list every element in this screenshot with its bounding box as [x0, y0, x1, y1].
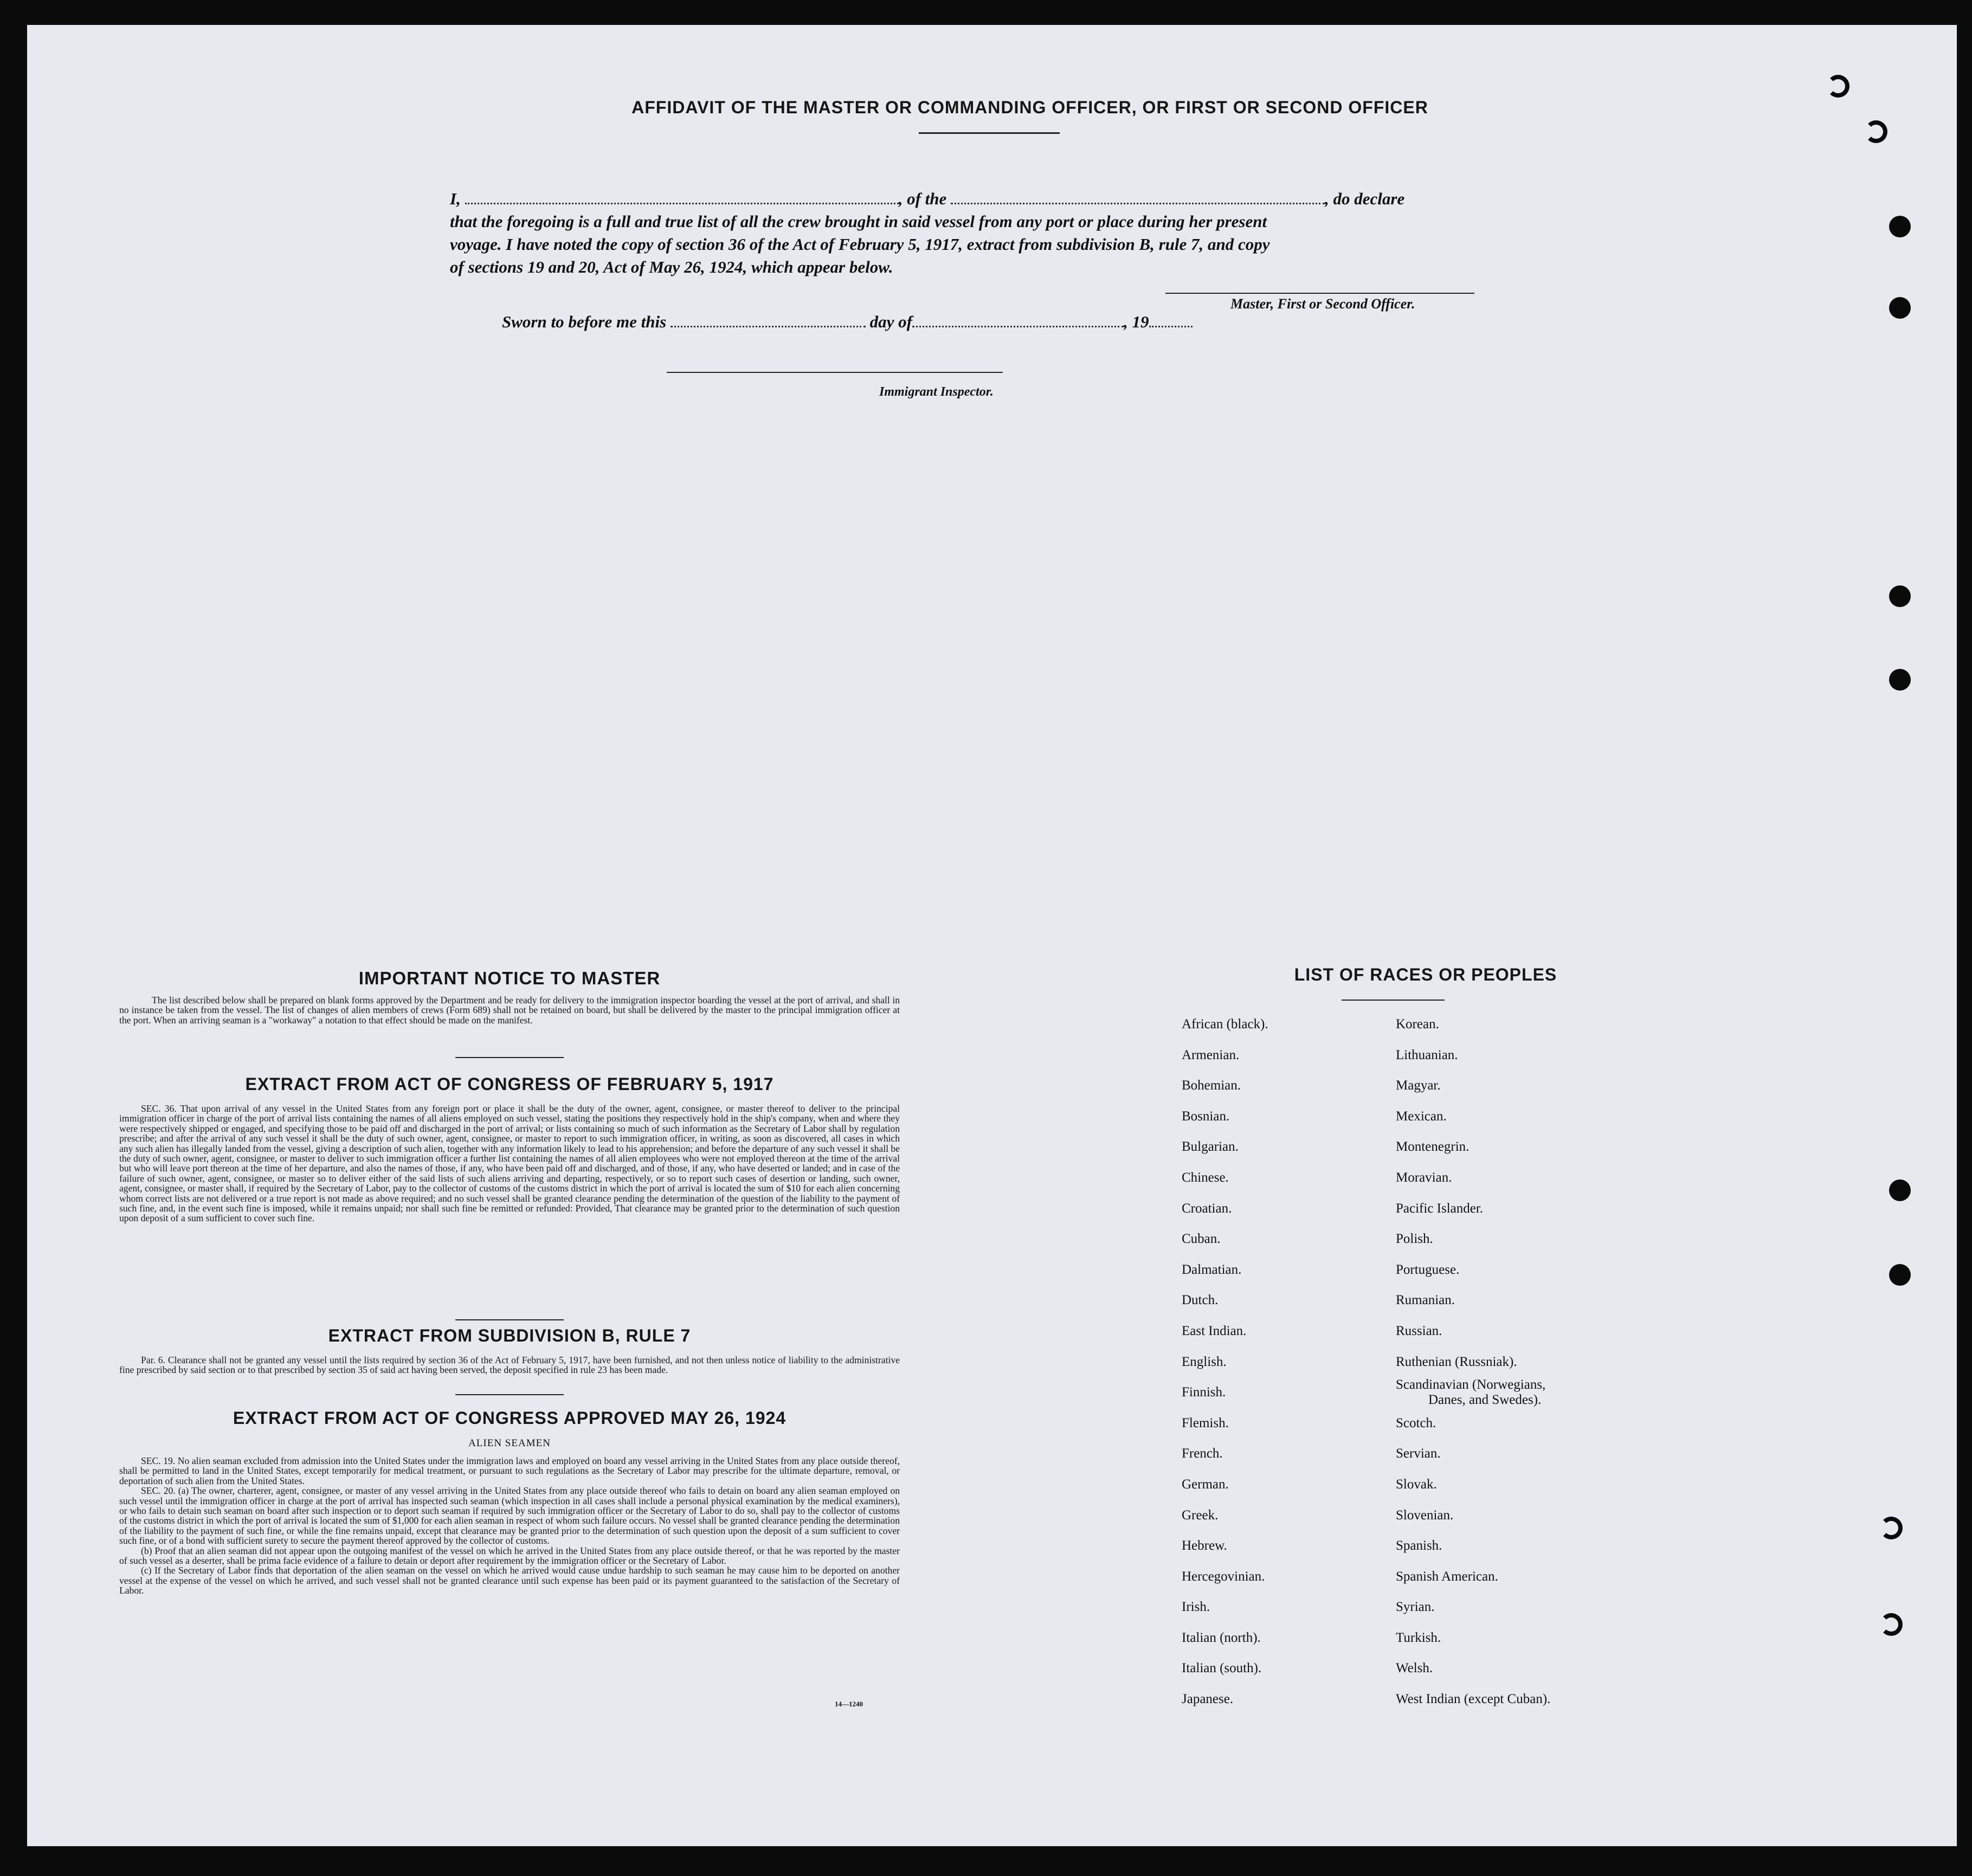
race-item: East Indian.: [1182, 1323, 1247, 1338]
race-item: Welsh.: [1396, 1661, 1433, 1676]
affidavit-body: [450, 188, 1539, 279]
race-item: Armenian.: [1182, 1047, 1240, 1062]
race-item: Spanish.: [1396, 1538, 1442, 1553]
race-item: Lithuanian.: [1396, 1047, 1458, 1062]
name-blank[interactable]: [465, 203, 899, 204]
vessel-blank[interactable]: [951, 203, 1325, 204]
extract-1917-text: SEC. 36. That upon arrival of any vessel in the United States from any foreign port or place it shall be the duty of the owner, agent, consignee, or master thereof to deliver to the principal immigration officer in charge of the port of arrival lists containing the names of all aliens employed on such vessel, stating the positions they respectively hold in the ship's company, when and where they were respectively shipped or engaged, and specifying those to be paid off and discharged in the port of arrival; or lists containing so much of such information as the Secretary of Labor shall by regulation prescribe; and after the arrival of any such vessel it shall be the duty of such owner, agent, consignee, or master to report to such immigration officer, in writing, as soon as discovered, all cases in which any such alien has illegally landed from the vessel, giving a description of such alien, together with any information likely to lead to his apprehension; and before the departure of any such vessel it shall be the duty of such owner, agent, consignee, or master to deliver to such immigration officer a further list containing the names of all alien employees who were not employed thereon at the time of the arrival but who will leave port thereon at the time of her departure, and also the names of those, if any, who have been paid off and discharged, and of those, if any, who have deserted or landed; and in case of the failure of such owner, agent, consignee, or master so to deliver either of the said lists of such aliens arriving and departing, respectively, or so to report such cases of desertion or landing, such owner, agent, consignee, or master shall, if required by the Secretary of Labor, pay to the collector of customs of the customs district in which the port of arrival is located the sum of $10 for each alien concerning whom correct lists are not delivered or a true report is not made as above required; and no such vessel shall be granted clearance pending the determination of the question of the liability to the payment of such fine, and, in the event such fine is imposed, while it remains unpaid; nor shall such fine be remitted or refunded: Provided, That clearance may be granted prior to the determination of such question upon deposit of a sum sufficient to cover such fine.: [119, 1103, 900, 1224]
sworn-month-blank[interactable]: [912, 326, 1124, 327]
notice-text: The list described below shall be prepared on blank forms approved by the Department and be ready for delivery to the immigration inspector boarding the vessel at the port of arrival, and shall in no instance be taken from the vessel. The list of changes of alien members of crews (Form 689) shall not be retained on board, but shall be delivered by the master to the principal immigration officer at the port. When an arriving seaman is a "workaway" a notation to that effect should be made on the manifest.: [119, 995, 900, 1026]
sworn-year-blank[interactable]: [1149, 326, 1193, 327]
race-item: Russian.: [1396, 1323, 1442, 1338]
race-item: Mexican.: [1396, 1108, 1447, 1124]
document-page: [27, 25, 1957, 1846]
race-item: Polish.: [1396, 1232, 1433, 1247]
race-item: Italian (south).: [1182, 1661, 1262, 1676]
notice-title: IMPORTANT NOTICE TO MASTER: [358, 968, 661, 988]
race-item: English.: [1182, 1354, 1227, 1369]
race-item: Turkish.: [1396, 1630, 1441, 1645]
master-signature-line: [1165, 293, 1474, 294]
race-item: Italian (north).: [1182, 1630, 1261, 1645]
punch-hole: [1880, 1613, 1903, 1636]
notice-rule: [455, 1057, 564, 1058]
affidavit-title-rule: [919, 132, 1060, 134]
extract-1924-title: EXTRACT FROM ACT OF CONGRESS APPROVED MAY 26, 1924: [233, 1408, 787, 1428]
race-item: Croatian.: [1182, 1201, 1232, 1216]
affidavit-line-3: voyage. I have noted the copy of section 36 of the Act of February 5, 1917, extract from subdivision B, rule 7, and copy: [450, 235, 1270, 254]
extract-1917-rule: [455, 1319, 564, 1320]
race-item: African (black).: [1182, 1017, 1268, 1032]
rule7-text: Par. 6. Clearance shall not be granted any vessel until the lists required by section 36 of the Act of February 5, 1917, have been furnished, and not then unless notice of liability to the administrative fine prescribed by said section or to that prescribed by section 35 of said act having been served, the deposit specified in rule 23 has been made.: [119, 1355, 900, 1376]
race-item: Moravian.: [1396, 1170, 1452, 1185]
affidavit-line-2: that the foregoing is a full and true list of all the crew brought in said vessel from any port or place during her present: [450, 212, 1267, 231]
race-item: French.: [1182, 1446, 1223, 1461]
race-item-label: Scandinavian (Norwegians,: [1396, 1377, 1546, 1393]
affidavit-title: AFFIDAVIT OF THE MASTER OR COMMANDING OFFICER, OR FIRST OR SECOND OFFICER: [631, 98, 1428, 117]
race-item: Cuban.: [1182, 1232, 1221, 1247]
affidavit-line-1: I, , of the , do declare: [450, 189, 1405, 208]
races-title-rule: [1342, 1000, 1445, 1001]
sworn-date-blank[interactable]: [671, 326, 866, 327]
race-item: Dutch.: [1182, 1293, 1219, 1308]
punch-hole: [1865, 120, 1887, 143]
race-item: Montenegrin.: [1396, 1139, 1470, 1155]
race-item: Slovak.: [1396, 1477, 1437, 1492]
races-title: LIST OF RACES OR PEOPLES: [1294, 965, 1557, 984]
inspector-signature-label: Immigrant Inspector.: [879, 385, 994, 399]
punch-hole: [1889, 585, 1911, 607]
race-item: Dalmatian.: [1182, 1262, 1242, 1277]
race-item: Bosnian.: [1182, 1108, 1230, 1124]
extract-1924-text: SEC. 19. No alien seaman excluded from admission into the United States under the immigration laws and employed on board any vessel arriving in the United States from any place outside thereof, shall be permitted to land in the United States, except temporarily for medical treatment, or pursuant to such regulations as the Secretary of Labor may prescribe for the ultimate departure, removal, or deportation of such alien from the United States. SEC. 20. (a) The owner, charterer, agent, consignee, or master of any vessel arriving in the United States from any place outside thereof who fails to detain on board any alien seaman employed on such vessel until the immigration officer in charge at the port of arrival has inspected such seaman (which inspection in all cases shall include a personal physical examination by the medical examiners), or who fails to detain such seaman on board after such inspection or to deport such seaman if required by such immigration officer or the Secretary of Labor to do so, shall pay to the collector of customs of the customs district in which the port of arrival is located the sum of $1,000 for each alien seaman in respect of whom such failure occurs. No vessel shall be granted clearance pending the determination of the liability to the payment of such fine, or while the fine remains unpaid, except that clearance may be granted prior to the determination of such question upon the deposit of a sum sufficient to cover such fine, or of a bond with sufficient surety to secure the payment thereof approved by the collector of customs. (b) Proof that an alien seaman did not appear upon the outgoing manifest of the vessel on which he arrived in the United States from any place outside thereof, or that he was reported by the master of such vessel as a deserter, shall be prima facie evidence of a failure to detain or deport after requirement by the immigration officer or the Secretary of Labor. (c) If the Secretary of Labor finds that deportation of the alien seaman on the vessel on which he arrived would cause undue hardship to such seaman he may cause him to be deported on another vessel at the expense of the vessel on which he arrived, and such vessel shall not be granted clearance until such expense has been paid or its payment guaranteed to the satisfaction of the Secretary of Labor.: [119, 1455, 900, 1596]
punch-hole: [1827, 75, 1849, 98]
race-item: Finnish.: [1182, 1385, 1226, 1400]
race-item: Portuguese.: [1396, 1262, 1460, 1277]
rule7-rule: [455, 1394, 564, 1395]
race-item: Irish.: [1182, 1600, 1210, 1615]
race-item: Hercegovinian.: [1182, 1569, 1265, 1584]
punch-hole: [1880, 1517, 1903, 1539]
race-item: Magyar.: [1396, 1078, 1441, 1093]
extract-1917-title: EXTRACT FROM ACT OF CONGRESS OF FEBRUARY 5, 1917: [245, 1074, 774, 1094]
sworn-line: Sworn to before me this day of , 19: [502, 312, 1193, 332]
extract-1924-subtitle: ALIEN SEAMEN: [468, 1437, 551, 1449]
race-item: Bulgarian.: [1182, 1139, 1239, 1155]
form-number: 14—1240: [835, 1700, 863, 1708]
punch-hole: [1889, 216, 1911, 237]
race-item: Rumanian.: [1396, 1293, 1455, 1308]
race-item-continuation: Danes, and Swedes).: [1428, 1393, 1542, 1408]
race-item: Chinese.: [1182, 1170, 1229, 1185]
race-item: German.: [1182, 1477, 1229, 1492]
race-item: Servian.: [1396, 1446, 1441, 1461]
race-item: Pacific Islander.: [1396, 1201, 1484, 1216]
race-item: Ruthenian (Russniak).: [1396, 1354, 1517, 1369]
punch-hole: [1889, 297, 1911, 319]
race-item: Greek.: [1182, 1507, 1219, 1523]
race-item: Flemish.: [1182, 1415, 1229, 1430]
race-item: Slovenian.: [1396, 1507, 1454, 1523]
affidavit-line-4: of sections 19 and 20, Act of May 26, 1924, which appear below.: [450, 257, 893, 276]
race-item: Spanish American.: [1396, 1569, 1498, 1584]
race-item: West Indian (except Cuban).: [1396, 1692, 1551, 1707]
rule7-title: EXTRACT FROM SUBDIVISION B, RULE 7: [328, 1326, 691, 1345]
inspector-signature-line: [667, 372, 1003, 373]
races-left-column: [1182, 1009, 1268, 1715]
race-item: Hebrew.: [1182, 1538, 1227, 1553]
race-item: Korean.: [1396, 1017, 1439, 1032]
races-right-column: [1396, 1009, 1550, 1715]
race-item: Scotch.: [1396, 1415, 1436, 1430]
punch-hole: [1889, 669, 1911, 691]
race-item: Syrian.: [1396, 1600, 1435, 1615]
punch-hole: [1889, 1264, 1911, 1286]
punch-hole: [1889, 1179, 1911, 1201]
master-signature-label: Master, First or Second Officer.: [1230, 296, 1415, 312]
race-item: Japanese.: [1182, 1692, 1234, 1707]
race-item: Bohemian.: [1182, 1078, 1241, 1093]
race-item: [1396, 1377, 1550, 1408]
